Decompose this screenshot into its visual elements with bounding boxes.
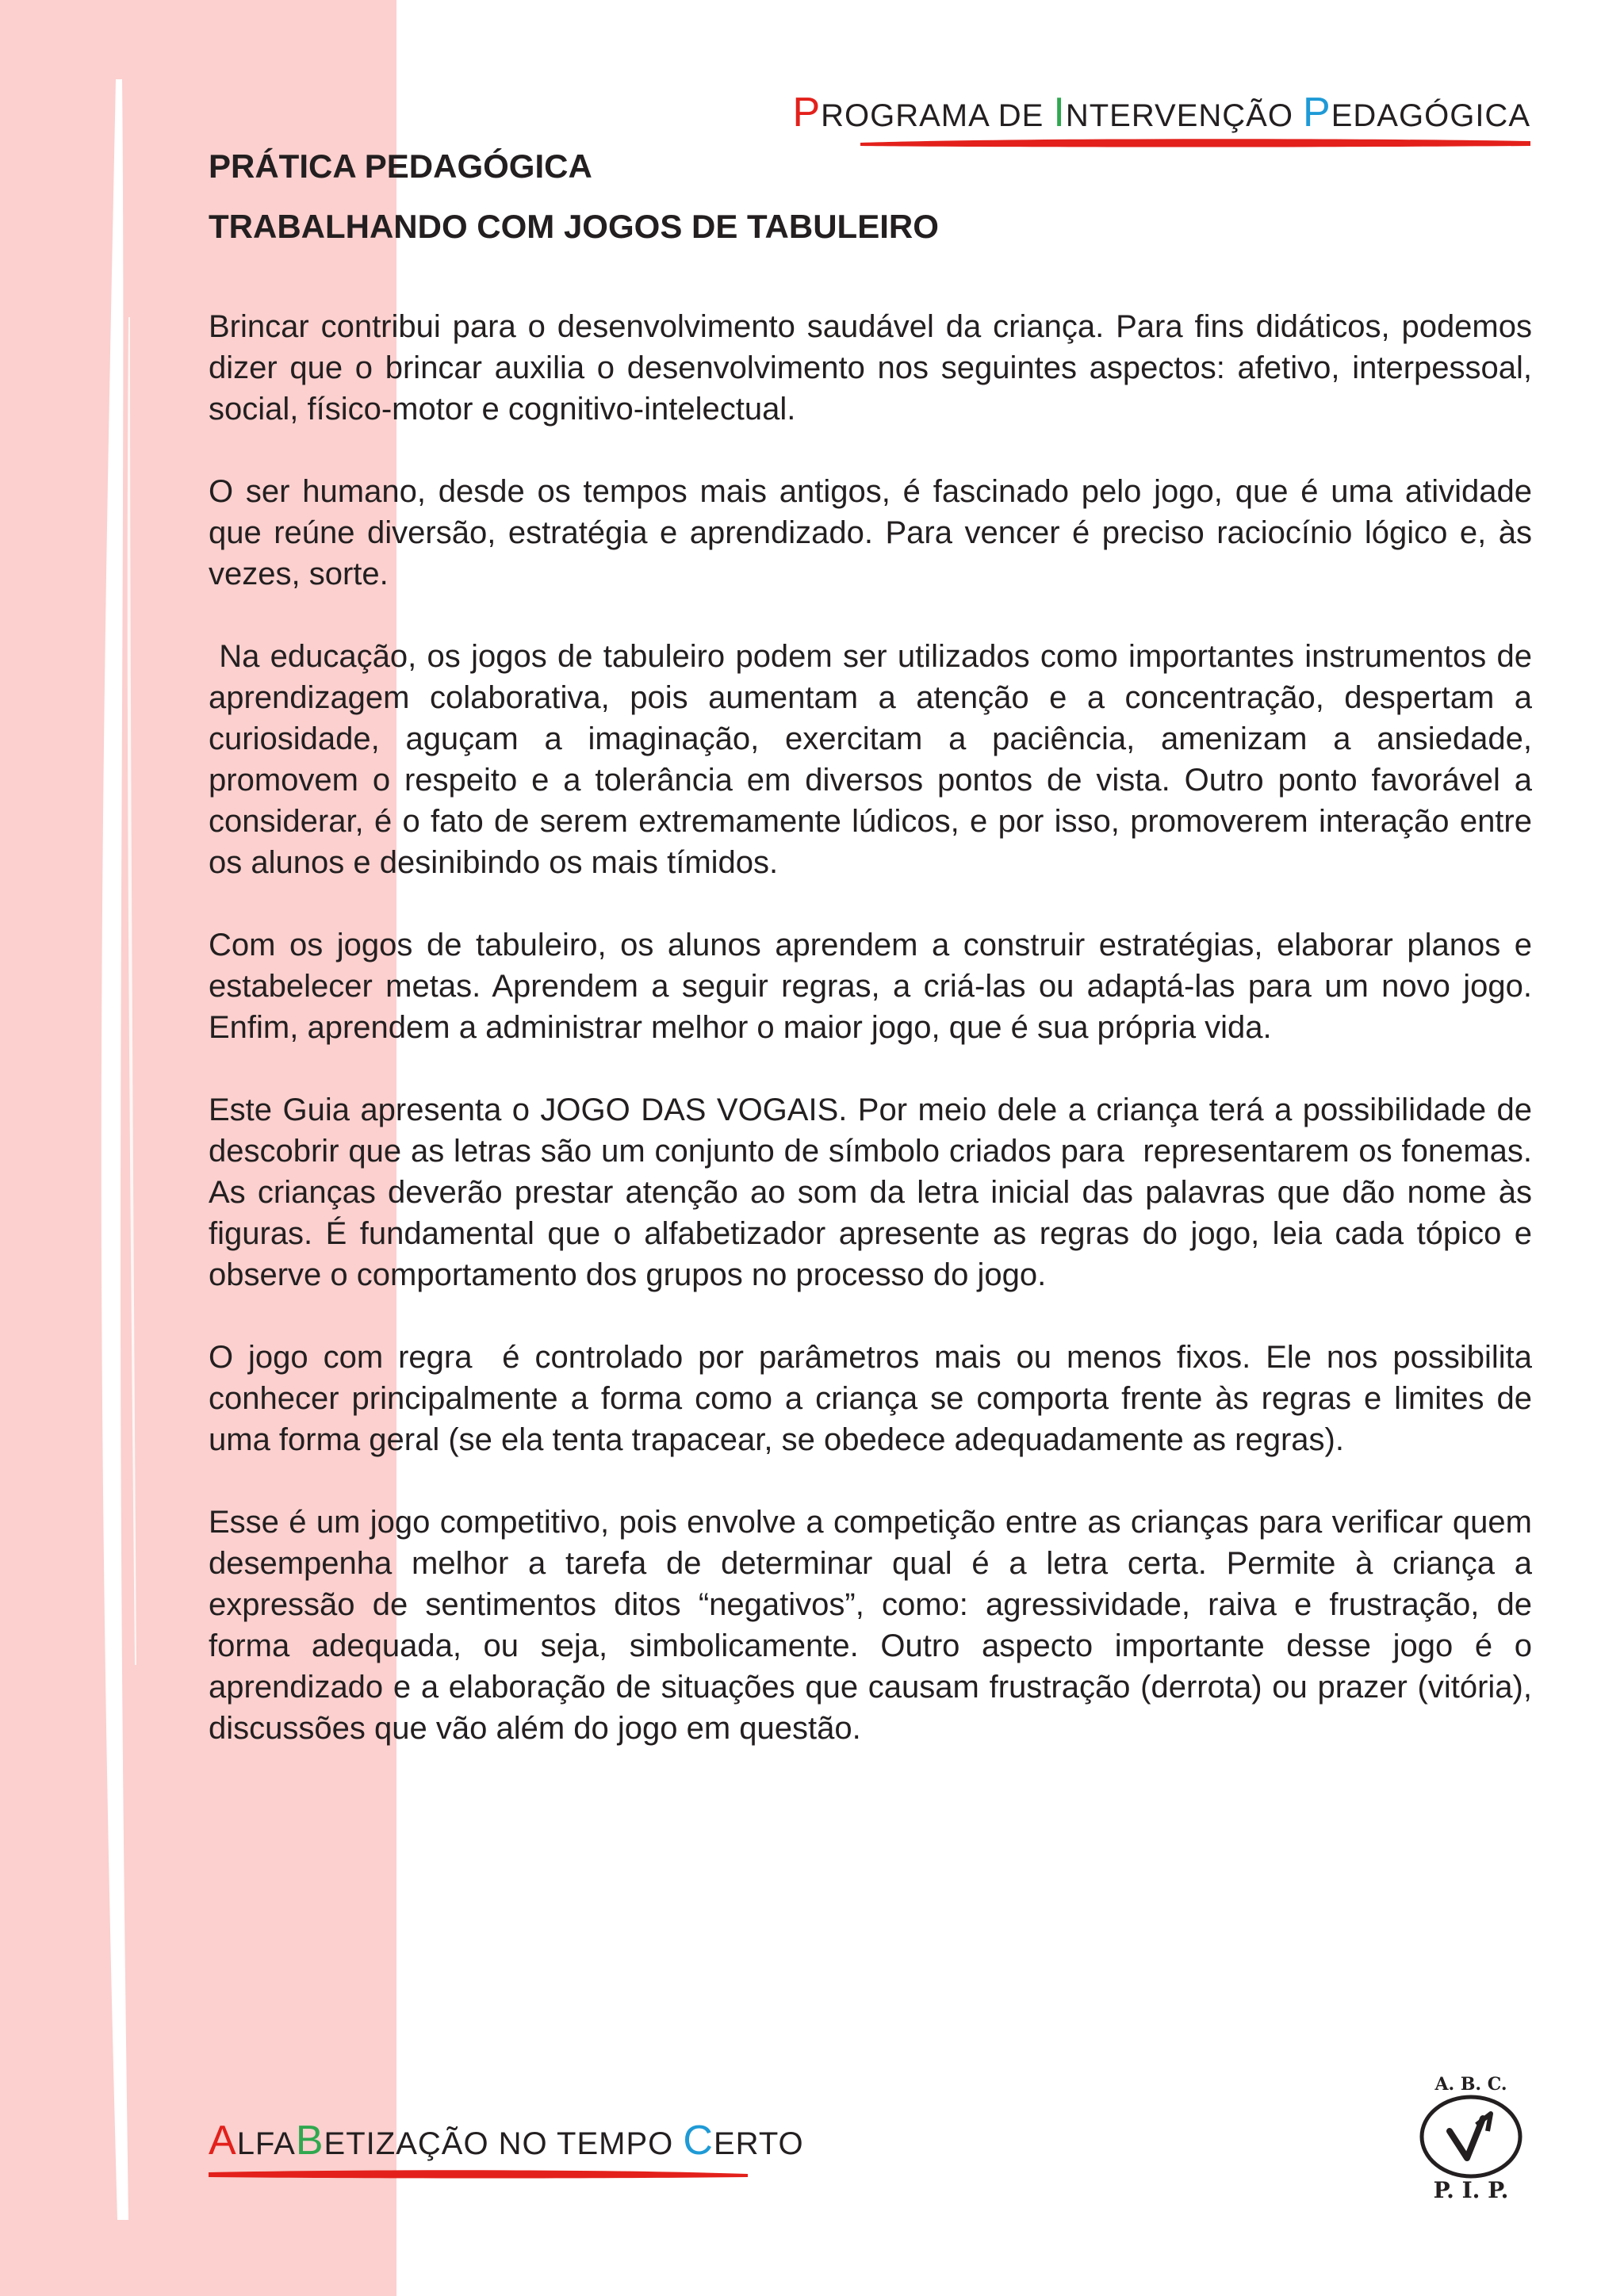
footer-part: B <box>295 2118 324 2164</box>
header-part: P <box>1303 90 1331 136</box>
header-part: ROGRAMA DE <box>821 98 1054 133</box>
paragraph: O ser humano, desde os tempos mais antigos, é fascinado pelo jogo, que é uma atividade que reúne diversão, estratégia e aprendizado. Para vencer é preciso raciocínio lógico e, às vezes, sorte. <box>209 474 1532 591</box>
paragraph: Com os jogos de tabuleiro, os alunos aprendem a construir estratégias, elaborar planos e estabelecer metas. Aprendem a seguir regras, a criá-las ou adaptá-las para um novo jogo. Enfim, aprendem a administrar melhor o maior jogo, que é sua própria vida. <box>209 928 1532 1045</box>
white-brush-stroke <box>94 79 141 2220</box>
paragraph: Brincar contribui para o desenvolvimento saudável da criança. Para fins didáticos, podemos dizer que o brincar auxilia o desenvolvimento nos seguintes aspectos: afetivo, interpessoal, social, físico-motor e cognitivo-intelectual. <box>209 309 1532 427</box>
footer-red-underline <box>209 2168 748 2180</box>
program-header <box>792 89 1530 136</box>
header-part: NTERVENÇÃO <box>1065 98 1304 133</box>
section-title: PRÁTICA PEDAGÓGICA <box>209 147 592 185</box>
footer-part: A <box>209 2118 237 2164</box>
logo-top-text: A. B. C. <box>1434 2074 1507 2095</box>
footer-part: ETIZAÇÃO NO TEMPO <box>324 2126 684 2161</box>
header-part: P <box>792 90 822 136</box>
footer-program-name <box>209 2117 804 2164</box>
paragraph: Este Guia apresenta o JOGO DAS VOGAIS. Por meio dele a criança terá a possibilidade de descobrir que as letras são um conjunto de símbolo criados para representarem os fonemas. As crianças deverão prestar atenção ao som da letra inicial das palavras que dão nome às figuras. É fundamental que o alfabetizador apresente as regras do jogo, leia cada tópico e observe o comportamento dos grupos no processo do jogo. <box>209 1093 1542 1292</box>
paragraph: O jogo com regra é controlado por parâmetros mais ou menos fixos. Ele nos possibilita conhecer principalmente a forma como a criança se comporta frente às regras e limites de uma forma geral (se ela tenta trapacear, se obedece adequadamente as regras). <box>209 1340 1542 1457</box>
footer-part: LFA <box>236 2126 296 2161</box>
section-subtitle: TRABALHANDO COM JOGOS DE TABULEIRO <box>209 208 939 245</box>
pip-logo <box>1404 2069 1538 2204</box>
header-part: I <box>1053 90 1066 136</box>
body-text <box>209 306 1542 1790</box>
header-part: EDAGÓGICA <box>1331 98 1530 133</box>
paragraph: Esse é um jogo competitivo, pois envolve a competição entre as crianças para verificar quem desempenha melhor a tarefa de determinar qual é a letra certa. Permite à criança a expressão de sentimentos ditos “negativos”, como: agressividade, raiva e frustração, de forma adequada, ou seja, simbolicamente. Outro aspecto importante desse jogo é o aprendizado e a elaboração de situações que causam frustração (derrota) ou prazer (vitória), discussões que vão além do jogo em questão. <box>209 1505 1532 1746</box>
logo-bottom-text: P. I. P. <box>1433 2177 1509 2203</box>
paragraph: Na educação, os jogos de tabuleiro podem ser utilizados como importantes instrumentos de aprendizagem colaborativa, pois aumentam a atenção e a concentração, despertam a curiosidade, aguçam a imaginação, exercitam a paciência, amenizam a ansiedade, promovem o respeito e a tolerância em diversos pontos de vista. Outro ponto favorável a considerar, é o fato de serem extremamente lúdicos, e por isso, promoverem interação entre os alunos e desinibindo os mais tímidos. <box>209 639 1542 880</box>
footer-part: ERTO <box>713 2126 804 2161</box>
footer-part: C <box>683 2118 714 2164</box>
header-red-underline <box>860 136 1530 149</box>
